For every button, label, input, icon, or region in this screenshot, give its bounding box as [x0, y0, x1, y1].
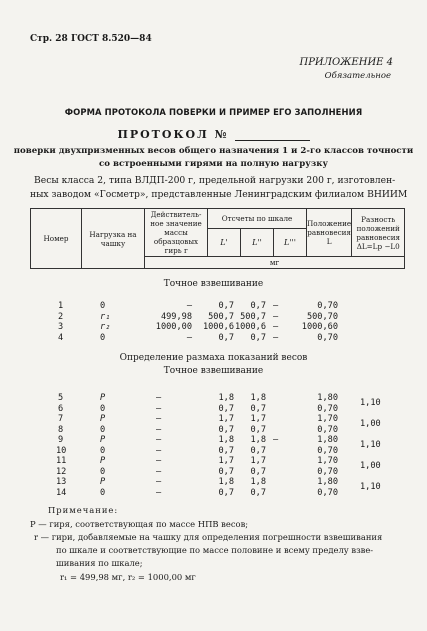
- note-r-line-1: r — гири, добавляемые на чашку для определения погрешности взвешивания: [34, 532, 383, 542]
- cell-load: 0: [100, 424, 106, 435]
- cell-l1: 0,7: [218, 403, 234, 414]
- col-mass: [145, 209, 208, 257]
- cell-equilibrium: 1,80: [317, 477, 338, 487]
- note-r-values: r₁ = 499,98 мг, r₂ = 1000,00 мг: [60, 572, 196, 582]
- col-readings-label: Отсчеты по шкале: [221, 214, 293, 223]
- col-l2: [241, 229, 274, 257]
- cell-load: r₁: [100, 311, 111, 322]
- cell-difference: 1,00: [360, 461, 381, 471]
- cell-equilibrium: 0,70: [317, 403, 338, 414]
- cell-l1: 0,7: [218, 332, 234, 343]
- cell-load: P: [100, 435, 106, 445]
- cell-load: P: [100, 414, 106, 424]
- cell-load: 0: [100, 301, 106, 311]
- notes-heading: Примечание:: [48, 505, 119, 515]
- intro-line-2: ных заводом «Госметр», представленные Ленинградским филиалом ВНИИМ: [30, 189, 408, 200]
- cell-l1: 1000,6: [202, 322, 234, 332]
- section2-title: Определение размаха показаний весов: [119, 353, 308, 363]
- cell-l2: 1,8: [250, 435, 266, 445]
- cell-equilibrium: 0,70: [317, 445, 338, 456]
- cell-l2: 1,8: [250, 477, 266, 487]
- cell-load: r₂: [100, 322, 111, 332]
- cell-mass: 499,98: [160, 311, 192, 322]
- cell-number: 13: [56, 477, 67, 487]
- cell-l2: 500,7: [240, 311, 266, 322]
- cell-equilibrium: 0,70: [317, 466, 338, 477]
- cell-equilibrium: 0,70: [317, 424, 338, 435]
- cell-l2: 0,7: [250, 403, 266, 414]
- note-r-line-2: по шкале и соответствующие по массе половине и всему пределу взве-: [56, 545, 374, 555]
- cell-l1: 0,7: [218, 487, 234, 498]
- col-difference-label: Разность положений равновесия ΔL=Lр −L0: [356, 214, 401, 251]
- cell-mass: —: [156, 414, 162, 424]
- col-l3-label: L''': [284, 238, 296, 247]
- cell-l1: 1,8: [218, 393, 234, 403]
- cell-equilibrium: 0,70: [317, 487, 338, 498]
- cell-l2: 0,7: [250, 424, 266, 435]
- cell-l1: 1,8: [218, 435, 234, 445]
- cell-mass: —: [156, 456, 162, 466]
- cell-mass: —: [186, 332, 192, 343]
- col-equilibrium: [307, 209, 352, 257]
- cell-equilibrium: 1000,60: [301, 322, 338, 332]
- cell-mass: —: [156, 393, 162, 403]
- cell-l1: 0,7: [218, 301, 234, 311]
- cell-number: 2: [58, 311, 64, 322]
- cell-number: 14: [56, 487, 67, 498]
- cell-l1: 0,7: [218, 445, 234, 456]
- col-number: [31, 209, 82, 269]
- cell-l2: 0,7: [250, 487, 266, 498]
- subtitle-line-1: поверки двухпризменных весов общего назначения 1 и 2-го классов точности: [13, 146, 414, 156]
- cell-l2: 1,8: [250, 393, 266, 403]
- cell-l3: —: [273, 435, 279, 445]
- cell-mass: —: [156, 435, 162, 445]
- cell-equilibrium: 1,80: [317, 393, 338, 403]
- cell-l1: 500,7: [208, 311, 234, 322]
- cell-number: 5: [58, 393, 64, 403]
- cell-mass: —: [156, 424, 162, 435]
- cell-mass: —: [156, 477, 162, 487]
- cell-load: 0: [100, 445, 106, 456]
- cell-load: 0: [100, 403, 106, 414]
- cell-mass: —: [156, 403, 162, 414]
- cell-difference: 1,10: [360, 482, 381, 492]
- note-p: P — гиря, соответствующая по массе НПВ весов;: [30, 519, 249, 529]
- cell-l1: 1,7: [218, 456, 234, 466]
- cell-l2: 0,7: [250, 332, 266, 343]
- cell-number: 9: [58, 435, 64, 445]
- cell-mass: 1000,00: [155, 322, 192, 332]
- col-load-label: Нагрузка на чашку: [89, 229, 137, 248]
- cell-load: 0: [100, 487, 106, 498]
- section2-subtitle: Точное взвешивание: [163, 366, 264, 376]
- subtitle-line-2: со встроенными гирями на полную нагрузку: [99, 159, 328, 169]
- protocol-label: ПРОТОКОЛ №: [117, 128, 229, 141]
- cell-l1: 1,8: [218, 477, 234, 487]
- page-header: Стр. 28 ГОСТ 8.520—84: [30, 34, 152, 44]
- appendix-title: ПРИЛОЖЕНИЕ 4: [299, 57, 393, 68]
- col-l1: [208, 229, 241, 257]
- cell-equilibrium: 1,70: [317, 456, 338, 466]
- cell-number: 7: [58, 414, 64, 424]
- section1-title: Точное взвешивание: [163, 279, 264, 289]
- col-readings: [208, 209, 307, 229]
- cell-number: 10: [56, 445, 67, 456]
- form-title: ФОРМА ПРОТОКОЛА ПОВЕРКИ И ПРИМЕР ЕГО ЗАПОЛНЕНИЯ: [64, 107, 363, 117]
- cell-number: 4: [58, 332, 64, 343]
- cell-mass: —: [156, 487, 162, 498]
- cell-l2: 1,7: [250, 456, 266, 466]
- unit-row: [145, 257, 405, 269]
- protocol-table-header: [30, 208, 405, 269]
- cell-number: 1: [58, 301, 64, 311]
- cell-load: 0: [100, 332, 106, 343]
- cell-l1: 0,7: [218, 466, 234, 477]
- cell-equilibrium: 0,70: [317, 301, 338, 311]
- cell-difference: 1,10: [360, 398, 381, 408]
- protocol-number-blank: [235, 130, 310, 141]
- cell-equilibrium: 1,80: [317, 435, 338, 445]
- appendix-status: Обязательное: [324, 71, 391, 81]
- cell-l3: —: [273, 301, 279, 311]
- col-l3: [274, 229, 307, 257]
- cell-l2: 0,7: [250, 301, 266, 311]
- cell-mass: —: [156, 466, 162, 477]
- cell-equilibrium: 1,70: [317, 414, 338, 424]
- col-l1-label: L': [220, 238, 228, 247]
- cell-equilibrium: 0,70: [317, 332, 338, 343]
- cell-l2: 1000,6: [234, 322, 266, 332]
- cell-difference: 1,00: [360, 419, 381, 429]
- cell-mass: —: [156, 445, 162, 456]
- col-equilibrium-label: Положение равновесия L: [307, 219, 352, 246]
- cell-mass: —: [186, 301, 192, 311]
- protocol-title: [0, 128, 427, 141]
- cell-number: 8: [58, 424, 64, 435]
- cell-load: 0: [100, 466, 106, 477]
- cell-difference: 1,10: [360, 440, 381, 450]
- intro-line-1: Весы класса 2, типа ВЛДП-200 г, предельной нагрузки 200 г, изготовлен-: [34, 175, 396, 186]
- cell-load: P: [100, 456, 106, 466]
- col-number-label: Номер: [43, 234, 69, 243]
- col-load: [82, 209, 145, 269]
- unit-label: мг: [269, 258, 280, 267]
- cell-load: P: [100, 477, 106, 487]
- cell-number: 11: [56, 456, 67, 466]
- cell-number: 6: [58, 403, 64, 414]
- note-r-line-3: шивания по шкале;: [56, 558, 143, 568]
- cell-l2: 1,7: [250, 414, 266, 424]
- cell-l1: 0,7: [218, 424, 234, 435]
- cell-l3: —: [273, 332, 279, 343]
- cell-l2: 0,7: [250, 445, 266, 456]
- cell-number: 3: [58, 322, 64, 332]
- cell-load: P: [100, 393, 106, 403]
- cell-l2: 0,7: [250, 466, 266, 477]
- cell-l3: —: [273, 322, 279, 332]
- cell-l1: 1,7: [218, 414, 234, 424]
- col-difference: [352, 209, 405, 257]
- cell-l3: —: [273, 311, 279, 322]
- cell-equilibrium: 500,70: [306, 311, 338, 322]
- col-l2-label: L'': [252, 238, 262, 247]
- col-mass-label: Действитель-ное значение массы образцовых гирь r: [150, 210, 202, 255]
- cell-number: 12: [56, 466, 67, 477]
